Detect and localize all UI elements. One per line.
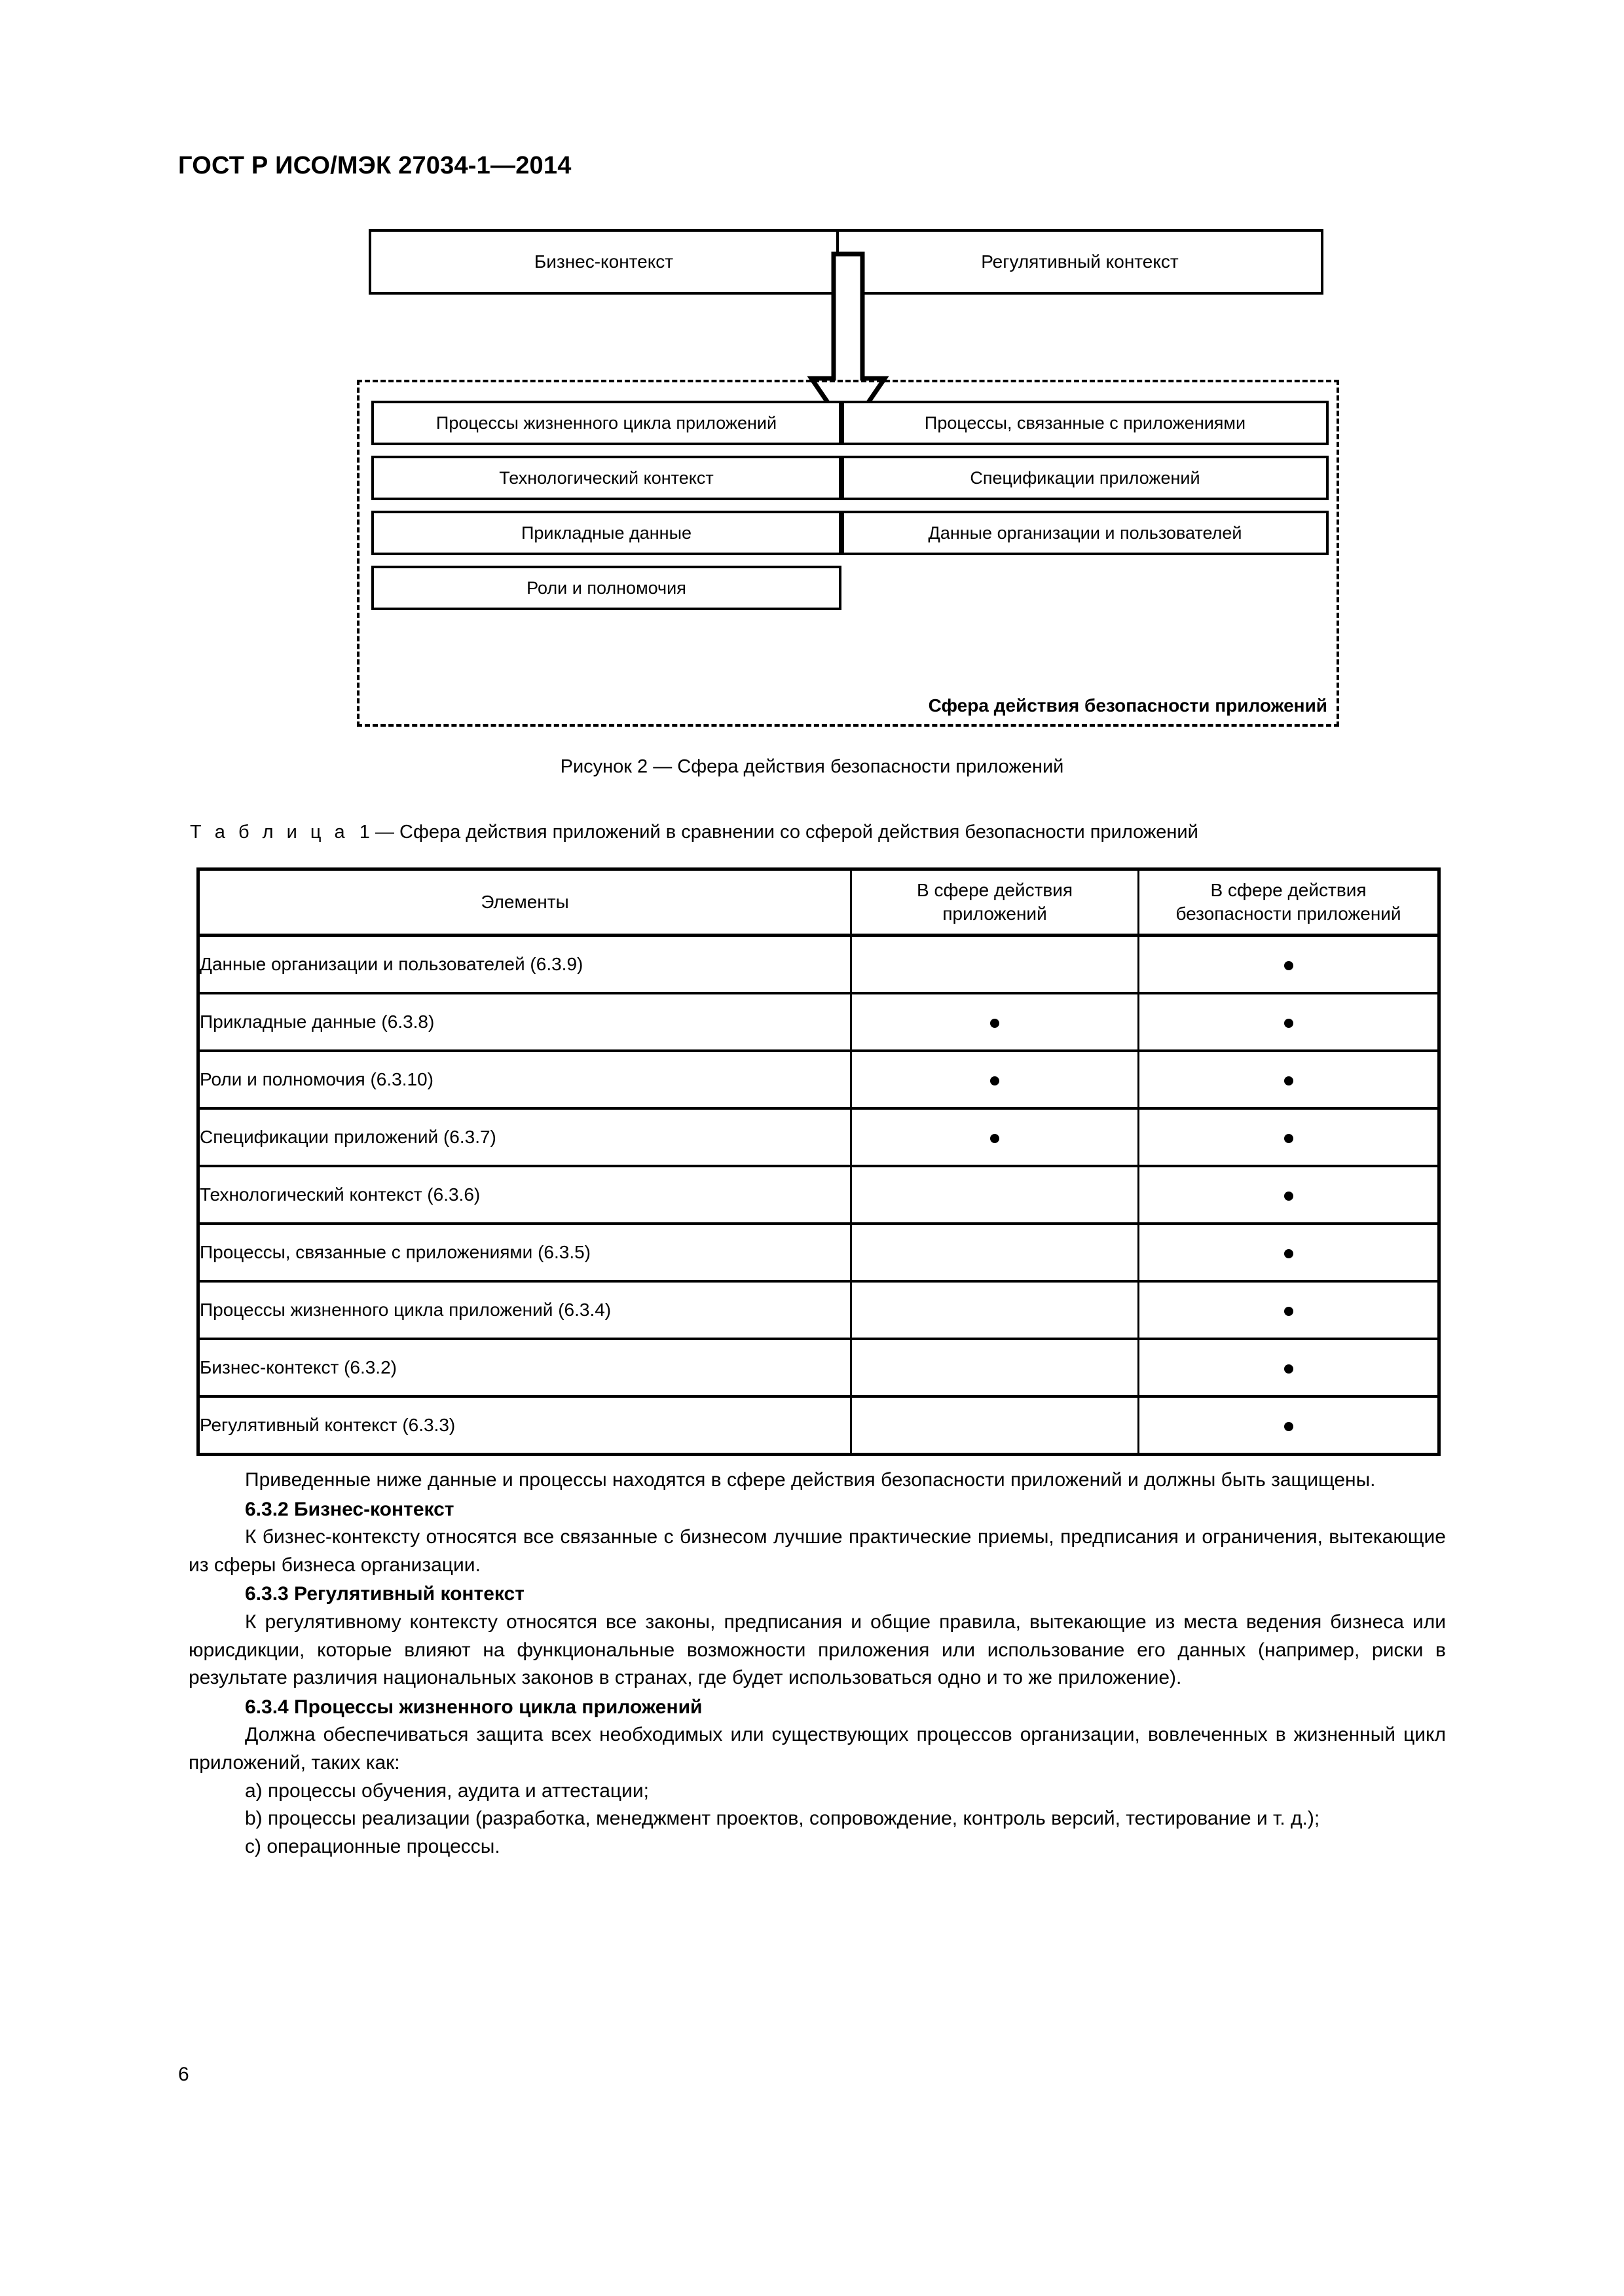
- figure-inner-row: [371, 511, 1329, 555]
- figure-scope-container: [357, 380, 1339, 727]
- figure-box-app-lifecycle-processes: Процессы жизненного цикла приложений: [371, 401, 841, 445]
- header-app-scope-line1: В сфере действия: [917, 880, 1073, 901]
- table-row: [198, 1339, 1439, 1396]
- table-title-text: — Сфера действия приложений в сравнении со сферой действия безопасности приложений: [375, 822, 1198, 843]
- table-cell-app-scope: [851, 1396, 1139, 1455]
- figure-scope-label: Сфера действия безопасности приложений: [928, 695, 1327, 716]
- table-cell-security-scope: [1139, 936, 1439, 994]
- header-security-scope-line2: безопасности приложений: [1175, 903, 1401, 924]
- list-item-a: a) процессы обучения, аудита и аттестации;: [245, 1779, 649, 1802]
- figure-box-regulatory-context: Регулятивный контекст: [836, 229, 1323, 295]
- table-cell-element: Регулятивный контекст (6.3.3): [198, 1396, 851, 1455]
- table-cell-app-scope: [851, 1224, 1139, 1281]
- table-cell-element: Данные организации и пользователей (6.3.9): [198, 936, 851, 994]
- table-row: [198, 1396, 1439, 1455]
- table-header-security-scope: [1139, 869, 1439, 936]
- figure-inner-row: [371, 566, 1329, 610]
- figure-2-diagram: [357, 229, 1339, 727]
- table-cell-element: Процессы жизненного цикла приложений (6.3.4): [198, 1281, 851, 1339]
- table-body: [198, 936, 1439, 1455]
- scope-dot-icon: [1284, 1192, 1293, 1201]
- figure-box-business-context: Бизнес-контекст: [369, 229, 839, 295]
- table-row: [198, 1224, 1439, 1281]
- scope-dot-icon: [1284, 1364, 1293, 1374]
- table-title-prefix: Т а б л и ц а: [190, 822, 349, 843]
- figure-inner-row: [371, 401, 1329, 445]
- figure-inner-row: [371, 456, 1329, 500]
- table-cell-app-scope: [851, 1339, 1139, 1396]
- figure-box-app-specifications: Спецификации приложений: [841, 456, 1329, 500]
- scope-dot-icon: [1284, 1019, 1293, 1028]
- scope-dot-icon: [990, 1134, 999, 1143]
- scope-dot-icon: [1284, 1422, 1293, 1431]
- figure-inner-grid: [371, 401, 1329, 621]
- table-header-elements: Элементы: [198, 869, 851, 936]
- table-1-title: [190, 822, 1198, 843]
- table-cell-element: Роли и полномочия (6.3.10): [198, 1051, 851, 1108]
- table-cell-security-scope: [1139, 1396, 1439, 1455]
- table-cell-element: Бизнес-контекст (6.3.2): [198, 1339, 851, 1396]
- table-row: [198, 1166, 1439, 1224]
- figure-box-empty-slot: [841, 566, 1329, 610]
- table-cell-app-scope: [851, 993, 1139, 1051]
- table-row: [198, 1108, 1439, 1166]
- body-text-block: [189, 1467, 1446, 1861]
- table-cell-security-scope: [1139, 1051, 1439, 1108]
- scope-dot-icon: [1284, 1307, 1293, 1316]
- table-cell-security-scope: [1139, 993, 1439, 1051]
- table-row: [198, 993, 1439, 1051]
- header-app-scope-line2: приложений: [942, 903, 1047, 924]
- scope-dot-icon: [1284, 1249, 1293, 1258]
- heading-6-3-2: 6.3.2 Бизнес-контекст: [245, 1498, 454, 1520]
- table-row: [198, 1051, 1439, 1108]
- paragraph-intro: Приведенные ниже данные и процессы находятся в сфере действия безопасности приложений и должны быть защищены.: [245, 1469, 1376, 1491]
- table-row: [198, 936, 1439, 994]
- table-cell-app-scope: [851, 1051, 1139, 1108]
- table-cell-element: Технологический контекст (6.3.6): [198, 1166, 851, 1224]
- heading-6-3-3: 6.3.3 Регулятивный контекст: [245, 1583, 525, 1605]
- table-row: [198, 1281, 1439, 1339]
- table-cell-security-scope: [1139, 1281, 1439, 1339]
- scope-dot-icon: [990, 1076, 999, 1085]
- table-1: [196, 867, 1441, 1456]
- heading-6-3-4: 6.3.4 Процессы жизненного цикла приложений: [245, 1696, 703, 1718]
- table-cell-app-scope: [851, 1108, 1139, 1166]
- scope-dot-icon: [990, 1019, 999, 1028]
- table-cell-app-scope: [851, 1166, 1139, 1224]
- figure-box-application-data: Прикладные данные: [371, 511, 841, 555]
- list-item-b: b) процессы реализации (разработка, менеджмент проектов, сопровождение, контроль версий, тестирование и т. д.);: [245, 1808, 1320, 1830]
- table-cell-app-scope: [851, 1281, 1139, 1339]
- table-cell-app-scope: [851, 936, 1139, 994]
- table-cell-security-scope: [1139, 1166, 1439, 1224]
- table-cell-element: Прикладные данные (6.3.8): [198, 993, 851, 1051]
- figure-2-caption: Рисунок 2 — Сфера действия безопасности приложений: [560, 756, 1064, 777]
- page-number: 6: [178, 2064, 189, 2085]
- scope-dot-icon: [1284, 1076, 1293, 1085]
- table-header-app-scope: [851, 869, 1139, 936]
- table-header-row: [198, 869, 1439, 936]
- paragraph-6-3-3: К регулятивному контексту относятся все законы, предписания и общие правила, вытекающие из места ведения бизнеса или юрисдикции, которые влияют на функциональные возможности приложения или использование его данных (например, риски в результате различия национальных законов в странах, где будет использоваться одно и то же приложение).: [189, 1611, 1446, 1689]
- table-cell-security-scope: [1139, 1224, 1439, 1281]
- figure-box-org-and-user-data: Данные организации и пользователей: [841, 511, 1329, 555]
- figure-box-app-related-processes: Процессы, связанные с приложениями: [841, 401, 1329, 445]
- table-cell-security-scope: [1139, 1108, 1439, 1166]
- table-cell-element: Процессы, связанные с приложениями (6.3.5): [198, 1224, 851, 1281]
- document-header-title: ГОСТ Р ИСО/МЭК 27034-1—2014: [178, 152, 572, 179]
- scope-dot-icon: [1284, 1134, 1293, 1143]
- table-cell-element: Спецификации приложений (6.3.7): [198, 1108, 851, 1166]
- list-item-c: c) операционные процессы.: [245, 1835, 500, 1857]
- paragraph-6-3-4: Должна обеспечиваться защита всех необходимых или существующих процессов организации, вовлеченных в жизненный цикл приложений, таких как:: [189, 1724, 1446, 1774]
- paragraph-6-3-2: К бизнес-контексту относятся все связанные с бизнесом лучшие практические приемы, предписания и ограничения, вытекающие из сферы бизнеса организации.: [189, 1526, 1446, 1576]
- table-cell-security-scope: [1139, 1339, 1439, 1396]
- table-title-number: 1: [359, 822, 370, 843]
- header-security-scope-line1: В сфере действия: [1210, 880, 1367, 901]
- figure-box-roles-and-permissions: Роли и полномочия: [371, 566, 841, 610]
- figure-box-technological-context: Технологический контекст: [371, 456, 841, 500]
- scope-dot-icon: [1284, 961, 1293, 970]
